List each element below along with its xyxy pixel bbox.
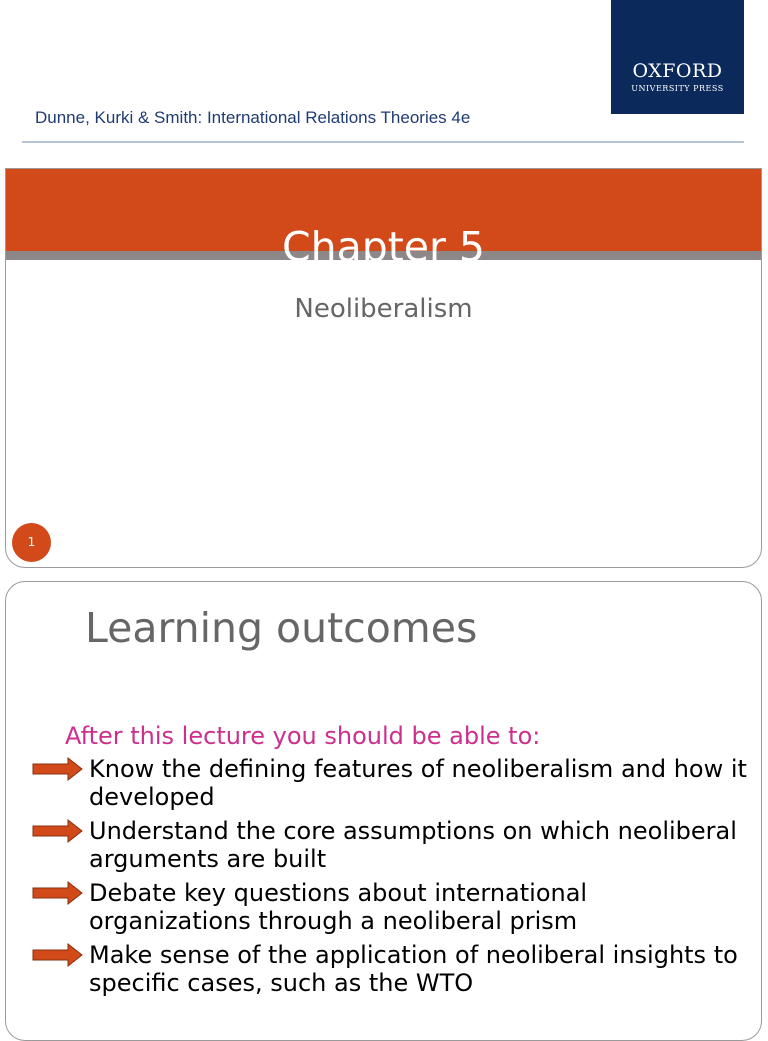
slide-title: Learning outcomes (85, 604, 478, 652)
outcomes-list (32, 755, 752, 1003)
list-item (32, 879, 752, 935)
list-item (32, 941, 752, 997)
outcomes-lead: After this lecture you should be able to: (65, 722, 541, 750)
slide-chapter-title (5, 168, 762, 568)
right-arrow-icon (32, 943, 84, 967)
outcome-text: Know the defining features of neoliberalism and how it developed (89, 755, 747, 811)
logo-wordmark: OXFORD (632, 60, 723, 82)
outcome-text: Understand the core assumptions on which neoliberal arguments are built (89, 817, 737, 873)
book-title-line: Dunne, Kurki & Smith: International Relations Theories 4e (35, 108, 471, 127)
header-divider (22, 141, 744, 143)
right-arrow-icon (32, 819, 84, 843)
list-item (32, 755, 752, 811)
outcome-text: Make sense of the application of neoliberal insights to specific cases, such as the WTO (89, 941, 738, 997)
slide-learning-outcomes (5, 581, 762, 1041)
right-arrow-icon (32, 881, 84, 905)
logo-subtitle: UNIVERSITY PRESS (631, 84, 724, 93)
outcome-text: Debate key questions about international organizations through a neoliberal prism (89, 879, 588, 935)
chapter-subtitle: Neoliberalism (294, 294, 473, 324)
list-item (32, 817, 752, 873)
chapter-title: Chapter 5 (281, 223, 486, 271)
slide-number-badge: 1 (12, 523, 51, 562)
right-arrow-icon (32, 757, 84, 781)
oxford-logo (611, 0, 744, 114)
